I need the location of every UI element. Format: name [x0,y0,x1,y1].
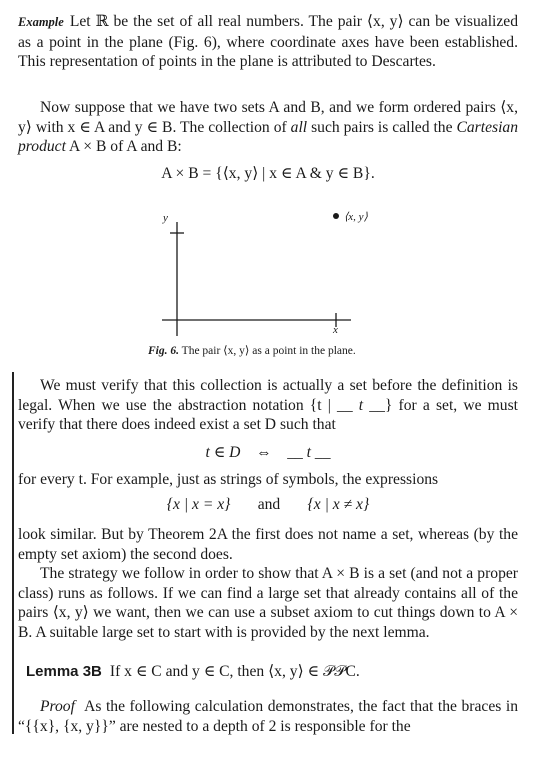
equivalence-lhs: t ∈ D [205,444,241,461]
for-every-text: for every t. For example, just as strings of symbols, the expressions [18,471,439,488]
equivalence-formula [18,443,518,462]
cartesian-emph: all [290,118,308,136]
for-every-paragraph [18,470,518,490]
strategy-paragraph [18,564,518,642]
cartesian-text-c: A × B of A and B: [65,138,182,155]
proof-label: Proof [40,698,75,715]
cartesian-text-a: Now suppose that we have two sets A and B, and we form ordered pairs ⟨x, y⟩ with x ∈ A and y ∈ B. The collection of [18,99,518,136]
verify-text-b: } for a set, we must verify that there does indeed exist a set D such that [18,396,518,433]
expression-left: {x | x = x} [166,496,231,513]
equivalence-arrow: ⇔ [256,444,272,461]
example-label: Example [18,15,64,29]
y-axis-label: y [163,212,168,224]
example-text: Let ℝ be the set of all real numbers. The pair ⟨x, y⟩ can be visualized as a point in the plane (Fig. 6), where coordinate axes have been established. This representation of points in the plane is attributed to Descartes. [18,13,518,70]
cartesian-formula: A × B = {⟨x, y⟩ | x ∈ A & y ∈ B}. [161,165,375,182]
cartesian-text-b: such pairs is called the [307,118,457,136]
blank-1: __ [337,396,353,414]
point-marker [333,213,339,219]
figure-caption-text: The pair ⟨x, y⟩ as a point in the plane. [181,345,356,357]
figure-caption [148,343,356,357]
expressions-formula [18,496,518,514]
lemma-3b [18,662,518,682]
strategy-text: The strategy we follow in order to show that A × B is a set (and not a proper class) runs as follows. If we can find a large set that already contains all of the pairs ⟨x, y⟩ we want, then we can use a subset axiom to cut things down to A × B. A suitable large set to start with is provided by the next lemma. [18,565,518,641]
verify-paragraph [18,376,518,435]
expression-right: {x | x ≠ x} [307,496,370,513]
point-label: ⟨x, y⟩ [344,211,368,223]
proof-text: As the following calculation demonstrates, the fact that the braces in “{{x}, {x, y}}” are nested to a depth of 2 is responsible for the [18,698,519,735]
figure-caption-label: Fig. 6. [148,345,179,357]
equivalence-rhs: __ t __ [287,444,331,461]
blank-2: __ [369,396,385,414]
look-similar-text: look similar. But by Theorem 2A the first does not name a set, whereas (by the empty set axiom) the second does. [18,526,518,563]
lemma-title: Lemma 3B [26,663,102,680]
verify-text-a: We must verify that this collection is actually a set before the definition is legal. When we use the abstraction notation {t | [18,377,518,414]
look-similar-paragraph [18,525,518,564]
expression-and: and [257,496,281,513]
lemma-text: If x ∈ C and y ∈ C, then ⟨x, y⟩ ∈ 𝒫𝒫C. [109,663,360,680]
proof-paragraph [18,697,518,736]
figure-6 [0,0,540,360]
cartesian-term: Cartesian product [18,118,518,155]
x-axis-label: x [333,324,338,336]
change-bar [12,372,14,734]
blank-t: t [352,396,370,414]
